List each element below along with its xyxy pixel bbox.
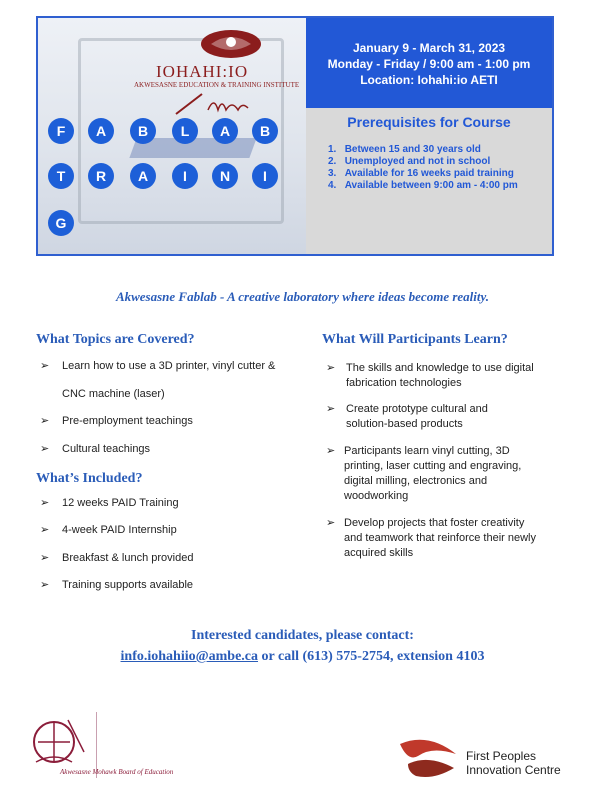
letter-circle: A [212, 118, 238, 144]
amb-name: Akwesasne Mohawk Board of Education [60, 768, 174, 776]
arrow-bullet-icon: ➢ [326, 403, 336, 415]
letter-circle: G [48, 210, 74, 236]
letter-circle: L [172, 118, 198, 144]
prerequisites-title: Prerequisites for Course [347, 114, 511, 130]
prerequisites-panel [306, 108, 552, 254]
arrow-bullet-icon: ➢ [40, 360, 50, 372]
letter-circle: A [130, 163, 156, 189]
course-location: Location: Iohahi:io AETI [360, 73, 498, 87]
topics-heading: What Topics are Covered? [36, 332, 195, 347]
letter-circle: R [88, 163, 114, 189]
letter-circle: B [130, 118, 156, 144]
org-name: IOHAHI:IO [156, 62, 249, 81]
fablab-photo [38, 18, 306, 254]
signature-feather-icon [172, 90, 262, 118]
first-peoples-logo-icon [398, 736, 458, 780]
letter-circle: F [48, 118, 74, 144]
iohahiio-logo-icon [196, 26, 266, 62]
letter-circle: T [48, 163, 74, 189]
contact-heading: Interested candidates, please contact: [191, 628, 414, 643]
list-item: 3. Available for 16 weeks paid training [328, 168, 514, 179]
contact-phone: or call (613) 575-2754, extension 4103 [258, 649, 485, 664]
prerequisites-list [328, 144, 518, 192]
letter-circle: N [212, 163, 238, 189]
tagline: Akwesasne Fablab - A creative laboratory where ideas become reality. [115, 289, 490, 304]
course-schedule: Monday - Friday / 9:00 am - 1:00 pm [327, 57, 531, 71]
contact-email-link[interactable]: info.iohahiio@ambe.ca [120, 649, 259, 664]
letter-circle: B [252, 118, 278, 144]
first-peoples-name: First Peoples Innovation Centre [466, 749, 561, 777]
arrow-bullet-icon: ➢ [40, 579, 50, 591]
arrow-bullet-icon: ➢ [40, 524, 50, 536]
arrow-bullet-icon: ➢ [40, 443, 50, 455]
arrow-bullet-icon: ➢ [40, 497, 50, 509]
arrow-bullet-icon: ➢ [40, 415, 50, 427]
learn-heading: What Will Participants Learn? [322, 332, 508, 347]
arrow-bullet-icon: ➢ [326, 362, 336, 374]
schedule-panel [306, 18, 552, 108]
contact-details [0, 649, 605, 665]
included-heading: What’s Included? [36, 471, 143, 486]
header-banner [36, 16, 554, 256]
letter-circle: I [172, 163, 198, 189]
arrow-bullet-icon: ➢ [326, 445, 336, 457]
org-subtitle: AKWESASNE EDUCATION & TRAINING INSTITUTE [134, 81, 300, 89]
arrow-bullet-icon: ➢ [40, 552, 50, 564]
list-item: 2. Unemployed and not in school [328, 156, 491, 167]
letter-circle: A [88, 118, 114, 144]
course-dates: January 9 - March 31, 2023 [352, 41, 506, 55]
arrow-bullet-icon: ➢ [326, 517, 336, 529]
letter-circle: I [252, 163, 278, 189]
list-item: 1. Between 15 and 30 years old [328, 144, 481, 155]
list-item: 4. Available between 9:00 am - 4:00 pm [328, 180, 518, 191]
